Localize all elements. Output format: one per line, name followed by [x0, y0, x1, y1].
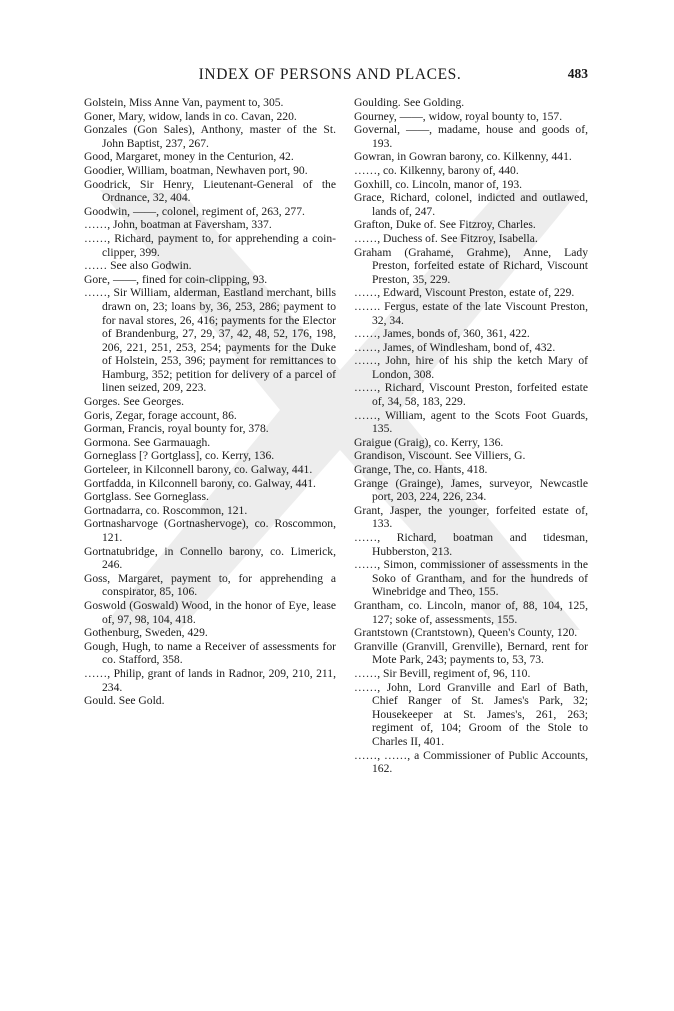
index-entry: Gould. See Gold. [84, 694, 165, 708]
index-entry: ……, Richard, boatman and tidesman, Hubberston, 213. [354, 531, 588, 558]
index-entry: Grange (Grainge), James, surveyor, Newcastle port, 203, 224, 226, 234. [354, 476, 588, 504]
index-entry: Grandison, Viscount. See Villiers, G. [354, 449, 526, 463]
index-entry: Grafton, Duke of. See Fitzroy, Charles. [354, 218, 536, 232]
index-entry: ……, William, agent to the Scots Foot Guards, 135. [354, 408, 588, 436]
index-entry: ……, Edward, Viscount Preston, estate of, 229. [354, 286, 575, 300]
index-entry: Grace, Richard, colonel, indicted and outlawed, lands of, 247. [354, 191, 588, 218]
index-entry: Gortnadarra, co. Roscommon, 121. [84, 503, 248, 517]
index-entry: Governal, ——, madame, house and goods of, 193. [354, 123, 588, 150]
index-entry: Golstein, Miss Anne Van, payment to, 305. [84, 96, 284, 109]
index-entry: Grantham, co. Lincoln, manor of, 88, 104, 125, 127; soke of, assessments, 155. [354, 598, 588, 626]
index-entry: ……, Richard, Viscount Preston, forfeited estate of, 34, 58, 183, 229. [354, 381, 588, 409]
index-entry: ……, James, of Windlesham, bond of, 432. [354, 340, 556, 354]
index-entry: Gortnatubridge, in Connello barony, co. Limerick, 246. [84, 544, 336, 572]
index-entry: Gonzales (Gon Sales), Anthony, master of the St. John Baptist, 237, 267. [84, 123, 336, 150]
index-entry: Gothenburg, Sweden, 429. [84, 626, 208, 640]
index-entry: ……. Fergus, estate of the late Viscount Preston, 32, 34. [354, 299, 588, 327]
index-entry: Grant, Jasper, the younger, forfeited estate of, 133. [354, 503, 588, 531]
index-entry: …… See also Godwin. [84, 259, 192, 273]
index-entry: Grange, The, co. Hants, 418. [354, 463, 488, 477]
index-entry: ……, James, bonds of, 360, 361, 422. [354, 327, 530, 341]
index-entry: ……, co. Kilkenny, barony of, 440. [354, 163, 519, 177]
index-entry: Goxhill, co. Lincoln, manor of, 193. [354, 177, 523, 191]
index-entry: Goris, Zegar, forage account, 86. [84, 408, 237, 422]
index-entry: Gourney, ——, widow, royal bounty to, 157. [354, 109, 563, 123]
index-entry: Gough, Hugh, to name a Receiver of assessments for co. Stafford, 358. [84, 639, 336, 667]
index-entry: Goodrick, Sir Henry, Lieutenant-General of the Ordnance, 32, 404. [84, 177, 336, 205]
index-entry: Gormona. See Garmauagh. [84, 435, 211, 449]
index-entry: Gortfadda, in Kilconnell barony, co. Galway, 441. [84, 476, 316, 490]
index-entry: ……, Sir William, alderman, Eastland merchant, bills drawn on, 23; loans by, 36, 253, 286; payment to for naval stores, 26, 416; payments for the Elector of Brandenburg, 27, 29, 37, 42, 48, 52, 176, 198, 206, 221, 251, 253, 254; payments for the Duke of Holstein, 253, 396; payment for remittances to Hamburg, 352; petition for delivery of a parcel of linen seized, 209, 223. [84, 286, 336, 395]
index-entry: Grantstown (Crantstown), Queen's County, 120. [354, 626, 578, 640]
index-entry: Goswold (Goswald) Wood, in the honor of Eye, lease of, 97, 98, 104, 418. [84, 598, 336, 626]
index-entry: Goss, Margaret, payment to, for apprehending a conspirator, 85, 106. [84, 571, 336, 599]
index-entry: ……, John, hire of his ship the ketch Mary of London, 308. [354, 354, 588, 381]
index-entry: Gorneglass [? Gortglass], co. Kerry, 136. [84, 449, 275, 463]
index-entry: Graigue (Graig), co. Kerry, 136. [354, 435, 504, 449]
index-entry: Good, Margaret, money in the Centurion, 42. [84, 150, 294, 164]
index-entry: Graham (Grahame, Grahme), Anne, Lady Preston, forfeited estate of Richard, Viscount Preston, 35, 229. [354, 245, 588, 286]
index-entry: ……, ……, a Commissioner of Public Accounts, 162. [354, 748, 588, 776]
index-entry: Goner, Mary, widow, lands in co. Cavan, 220. [84, 109, 297, 123]
index-entry: Gorman, Francis, royal bounty for, 378. [84, 422, 269, 436]
index-entry: ……, Simon, commissioner of assessments in the Soko of Grantham, and for the hundreds of Winebridge and Theo, 155. [354, 558, 588, 599]
page-number: 483 [567, 66, 588, 81]
page-header [0, 66, 674, 88]
index-entry: Gortglass. See Gorneglass. [84, 490, 209, 504]
index-entry: ……, Philip, grant of lands in Radnor, 209, 210, 211, 234. [84, 666, 336, 694]
index-entry: Goodier, William, boatman, Newhaven port, 90. [84, 163, 308, 177]
index-entry: Goodwin, ——, colonel, regiment of, 263, 277. [84, 204, 305, 218]
index-entry: ……, John, boatman at Faversham, 337. [84, 218, 272, 232]
index-entry: Gore, ——, fined for coin-clipping, 93. [84, 272, 268, 286]
index-entry: Goulding. See Golding. [354, 96, 465, 109]
index-entry: Gortnasharvoge (Gortnashervoge), co. Roscommon, 121. [84, 517, 336, 544]
index-entry: ……, John, Lord Granville and Earl of Bath, Chief Ranger of St. James's Park, 32; Housekeeper at St. James's, 261, 263; regiment of, 104; Groom of the Stole to Charles II, 401. [354, 680, 588, 748]
index-entry: Gowran, in Gowran barony, co. Kilkenny, 441. [354, 150, 572, 164]
running-title: INDEX OF PERSONS AND PLACES. [198, 66, 462, 83]
index-entry: ……, Richard, payment to, for apprehending a coin-clipper, 399. [84, 231, 336, 259]
right-column [354, 96, 588, 776]
index-entry: ……, Sir Bevill, regiment of, 96, 110. [354, 666, 531, 680]
index-entry: Gorges. See Georges. [84, 395, 185, 409]
index-entry: Gorteleer, in Kilconnell barony, co. Galway, 441. [84, 463, 313, 477]
left-column [84, 96, 336, 708]
index-entry: ……, Duchess of. See Fitzroy, Isabella. [354, 231, 538, 245]
index-entry: Granville (Granvill, Grenville), Bernard, rent for Mote Park, 243; payments to, 53, 73. [354, 639, 588, 667]
